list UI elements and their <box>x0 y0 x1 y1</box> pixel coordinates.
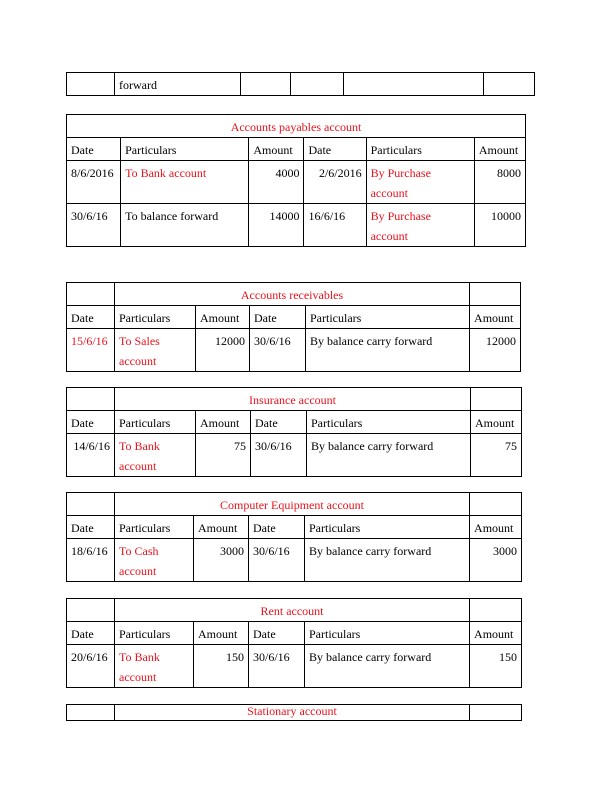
debit-amount: 4000 <box>249 161 304 204</box>
debit-particulars: To Bank account <box>121 161 249 204</box>
header-particulars: Particulars <box>115 306 196 329</box>
header-date: Date <box>250 306 306 329</box>
debit-date: 20/6/16 <box>67 645 115 688</box>
header-date: Date <box>67 516 115 539</box>
table-row <box>67 329 521 372</box>
ledger-title: Rent account <box>115 599 470 622</box>
header-date: Date <box>249 516 305 539</box>
debit-amount: 3000 <box>194 539 249 582</box>
ledger-header-row <box>67 516 522 539</box>
fragment-cell <box>484 73 535 96</box>
debit-date: 30/6/16 <box>67 204 121 247</box>
accounts-payables-ledger <box>66 114 526 247</box>
debit-date: 18/6/16 <box>67 539 115 582</box>
header-amount: Amount <box>470 306 521 329</box>
credit-particulars: By Purchase account <box>366 204 474 247</box>
header-date: Date <box>249 622 305 645</box>
ledger-title: Stationary account <box>115 705 470 721</box>
header-date: Date <box>67 622 115 645</box>
header-particulars: Particulars <box>115 411 196 434</box>
credit-particulars: By balance carry forward <box>305 645 470 688</box>
table-row <box>67 204 526 247</box>
credit-date: 30/6/16 <box>251 434 307 477</box>
title-blank-cell <box>470 283 521 306</box>
ledger-title-row <box>67 599 522 622</box>
table-row <box>67 539 522 582</box>
credit-date: 30/6/16 <box>249 539 305 582</box>
computer-equipment-ledger <box>66 492 522 582</box>
table-row <box>67 73 535 96</box>
ledger-title: Accounts payables account <box>67 115 526 138</box>
header-particulars: Particulars <box>307 411 471 434</box>
credit-amount: 10000 <box>474 204 525 247</box>
credit-particulars: By balance carry forward <box>305 539 470 582</box>
title-blank-cell <box>470 599 522 622</box>
header-amount: Amount <box>249 138 304 161</box>
header-particulars: Particulars <box>366 138 474 161</box>
debit-amount: 150 <box>194 645 249 688</box>
ledger-header-row <box>67 411 522 434</box>
header-particulars: Particulars <box>305 516 470 539</box>
credit-date: 16/6/16 <box>304 204 366 247</box>
ledger-title: Insurance account <box>115 388 471 411</box>
credit-particulars: By balance carry forward <box>306 329 470 372</box>
fragment-cell <box>241 73 291 96</box>
title-blank-cell <box>67 705 115 721</box>
title-blank-cell <box>67 599 115 622</box>
fragment-cell: forward <box>115 73 241 96</box>
header-amount: Amount <box>196 306 250 329</box>
title-blank-cell <box>470 493 522 516</box>
header-date: Date <box>67 138 121 161</box>
ledger-header-row <box>67 306 521 329</box>
ledger-title-row <box>67 115 526 138</box>
header-date: Date <box>67 306 115 329</box>
ledger-title-row <box>67 388 522 411</box>
title-blank-cell <box>471 388 522 411</box>
header-amount: Amount <box>470 516 522 539</box>
debit-date: 15/6/16 <box>67 329 115 372</box>
credit-particulars: By balance carry forward <box>307 434 471 477</box>
debit-date: 8/6/2016 <box>67 161 121 204</box>
credit-amount: 75 <box>471 434 522 477</box>
table-row <box>67 434 522 477</box>
header-amount: Amount <box>470 622 522 645</box>
ledger-title-row <box>67 283 521 306</box>
header-date: Date <box>251 411 307 434</box>
title-blank-cell <box>67 493 115 516</box>
credit-particulars: By Purchase account <box>366 161 474 204</box>
header-particulars: Particulars <box>121 138 249 161</box>
ledger-title: Computer Equipment account <box>115 493 470 516</box>
rent-ledger <box>66 598 522 688</box>
fragment-cell <box>291 73 344 96</box>
header-date: Date <box>67 411 115 434</box>
header-particulars: Particulars <box>115 622 194 645</box>
accounts-receivables-ledger <box>66 282 521 372</box>
debit-particulars: To Bank account <box>115 645 194 688</box>
credit-amount: 3000 <box>470 539 522 582</box>
title-blank-cell <box>67 388 115 411</box>
credit-amount: 150 <box>470 645 522 688</box>
insurance-ledger <box>66 387 522 477</box>
header-amount: Amount <box>474 138 525 161</box>
debit-particulars: To Cash account <box>115 539 194 582</box>
debit-amount: 14000 <box>249 204 304 247</box>
header-particulars: Particulars <box>306 306 470 329</box>
fragment-cell <box>67 73 115 96</box>
header-amount: Amount <box>471 411 522 434</box>
debit-amount: 75 <box>196 434 251 477</box>
debit-particulars: To Bank account <box>115 434 196 477</box>
credit-amount: 8000 <box>474 161 525 204</box>
top-fragment-table <box>66 72 535 96</box>
header-amount: Amount <box>194 516 249 539</box>
header-date: Date <box>304 138 366 161</box>
header-amount: Amount <box>196 411 251 434</box>
ledger-header-row <box>67 138 526 161</box>
title-blank-cell <box>67 283 115 306</box>
debit-particulars: To Sales account <box>115 329 196 372</box>
title-blank-cell <box>470 705 522 721</box>
debit-particulars: To balance forward <box>121 204 249 247</box>
ledger-title: Accounts receivables <box>115 283 470 306</box>
credit-date: 2/6/2016 <box>304 161 366 204</box>
table-row <box>67 645 522 688</box>
stationary-ledger <box>66 704 522 721</box>
debit-amount: 12000 <box>196 329 250 372</box>
fragment-cell <box>344 73 484 96</box>
debit-date: 14/6/16 <box>67 434 115 477</box>
header-amount: Amount <box>194 622 249 645</box>
ledger-title-row <box>67 705 522 721</box>
header-particulars: Particulars <box>305 622 470 645</box>
ledger-header-row <box>67 622 522 645</box>
header-particulars: Particulars <box>115 516 194 539</box>
credit-amount: 12000 <box>470 329 521 372</box>
table-row <box>67 161 526 204</box>
credit-date: 30/6/16 <box>249 645 305 688</box>
credit-date: 30/6/16 <box>250 329 306 372</box>
ledger-title-row <box>67 493 522 516</box>
